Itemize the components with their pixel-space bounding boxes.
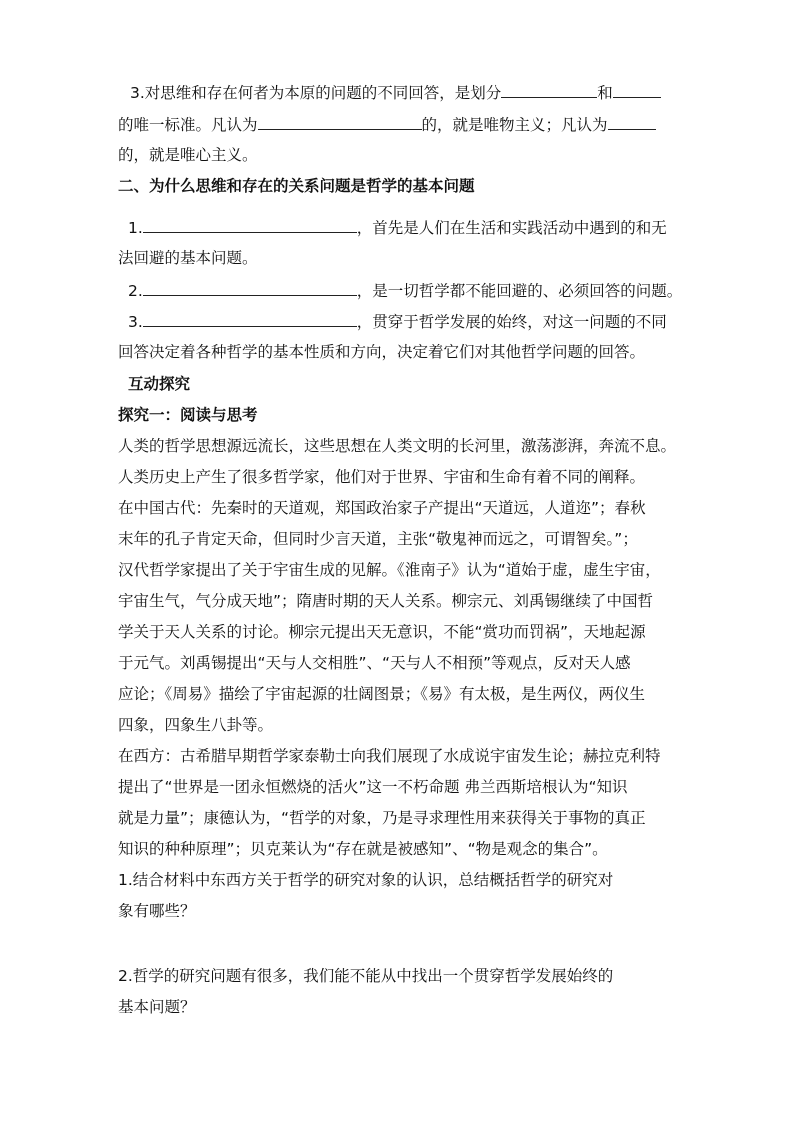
inquiry-1-title: 探究一：阅读与思考: [118, 406, 258, 424]
fill-blank-q3-3[interactable]: [258, 114, 422, 130]
fill-blank-s2-3[interactable]: [143, 311, 357, 327]
q3-text-2b: 的，就是唯物主义；凡认为: [421, 116, 608, 134]
q3-text-1a: 3.对思维和存在何者为本原的问题的不同回答，是划分: [130, 84, 502, 102]
s2-item-3-number: 3.: [128, 313, 143, 331]
fill-blank-q3-4[interactable]: [608, 114, 656, 130]
paragraph-line: 提出了“世界是一团永恒燃烧的活火”这一不朽命题 弗兰西斯培根认为“知识: [118, 778, 628, 796]
paragraph-line: 四象，四象生八卦等。: [118, 716, 274, 734]
s2-item-3-text: ，贯穿于哲学发展的始终，对这一问题的不同: [356, 313, 667, 331]
q3-text-1b: 和: [597, 84, 613, 102]
q3-line-2: [118, 114, 656, 135]
paragraph-line: 应论；《周易》描绘了宇宙起源的壮阔图景；《易》有太极，是生两仪，两仪生: [118, 685, 646, 703]
fill-blank-s2-2[interactable]: [143, 280, 357, 296]
question-2-line-2: 基本问题？: [118, 998, 196, 1016]
s2-item-3-line-2: 回答决定着各种哲学的基本性质和方向，决定着它们对其他哲学问题的回答。: [118, 343, 646, 361]
s2-item-1-line-1: [128, 217, 667, 238]
q3-line-1: [130, 82, 661, 103]
s2-item-3-line-1: [128, 311, 667, 332]
s2-item-2-line-1: [128, 280, 682, 301]
fill-blank-q3-2[interactable]: [613, 82, 661, 98]
s2-item-2-text: ，是一切哲学都不能回避的、必须回答的问题。: [356, 282, 683, 300]
question-1-line-2: 象有哪些？: [118, 902, 196, 920]
paragraph-line: 汉代哲学家提出了关于宇宙生成的见解。《淮南子》认为“道始于虚，虚生宇宙，: [118, 561, 661, 579]
s2-item-1-line-2: 法回避的基本问题。: [118, 249, 258, 267]
fill-blank-q3-1[interactable]: [501, 82, 597, 98]
paragraph-line: 人类历史上产生了很多哲学家，他们对于世界、宇宙和生命有着不同的阐释。: [118, 468, 646, 486]
paragraph-line: 末年的孔子肯定天命，但同时少言天道，主张“敬鬼神而远之，可谓智矣。”；: [118, 530, 638, 548]
q3-line-3: 的，就是唯心主义。: [118, 146, 258, 164]
s2-item-1-number: 1.: [128, 219, 143, 237]
paragraph-line: 于元气。刘禹锡提出“天与人交相胜”、“天与人不相预”等观点，反对天人感: [118, 654, 631, 672]
paragraph-line: 人类的哲学思想源远流长，这些思想在人类文明的长河里，激荡澎湃，奔流不息。: [118, 437, 677, 455]
s2-item-1-text: ，首先是人们在生活和实践活动中遇到的和无: [356, 219, 667, 237]
fill-blank-s2-1[interactable]: [143, 217, 357, 233]
paragraph-line: 知识的种种原理”；贝克莱认为“存在就是被感知”、“物是观念的集合”。: [118, 840, 608, 858]
question-1-line-1: 1.结合材料中东西方关于哲学的研究对象的认识，总结概括哲学的研究对: [118, 871, 614, 889]
question-2-line-1: 2.哲学的研究问题有很多，我们能不能从中找出一个贯穿哲学发展始终的: [118, 967, 614, 985]
paragraph-line: 在西方：古希腊早期哲学家泰勒士向我们展现了水成说宇宙发生论；赫拉克利特: [118, 747, 661, 765]
section-2-heading: 二、为什么思维和存在的关系问题是哲学的基本问题: [118, 177, 475, 195]
interactive-heading: 互动探究: [128, 375, 191, 393]
paragraph-line: 在中国古代：先秦时的天道观，郑国政治家子产提出“天道远，人道迩”；春秋: [118, 499, 646, 517]
q3-text-2a: 的唯一标准。凡认为: [118, 116, 258, 134]
paragraph-line: 学关于天人关系的讨论。柳宗元提出天无意识，不能“赏功而罚祸”，天地起源: [118, 623, 646, 641]
paragraph-line: 就是力量”；康德认为，“哲学的对象，乃是寻求理性用来获得关于事物的真正: [118, 809, 646, 827]
s2-item-2-number: 2.: [128, 282, 143, 300]
paragraph-line: 宇宙生气，气分成天地”；隋唐时期的天人关系。柳宗元、刘禹锡继续了中国哲: [118, 592, 654, 610]
